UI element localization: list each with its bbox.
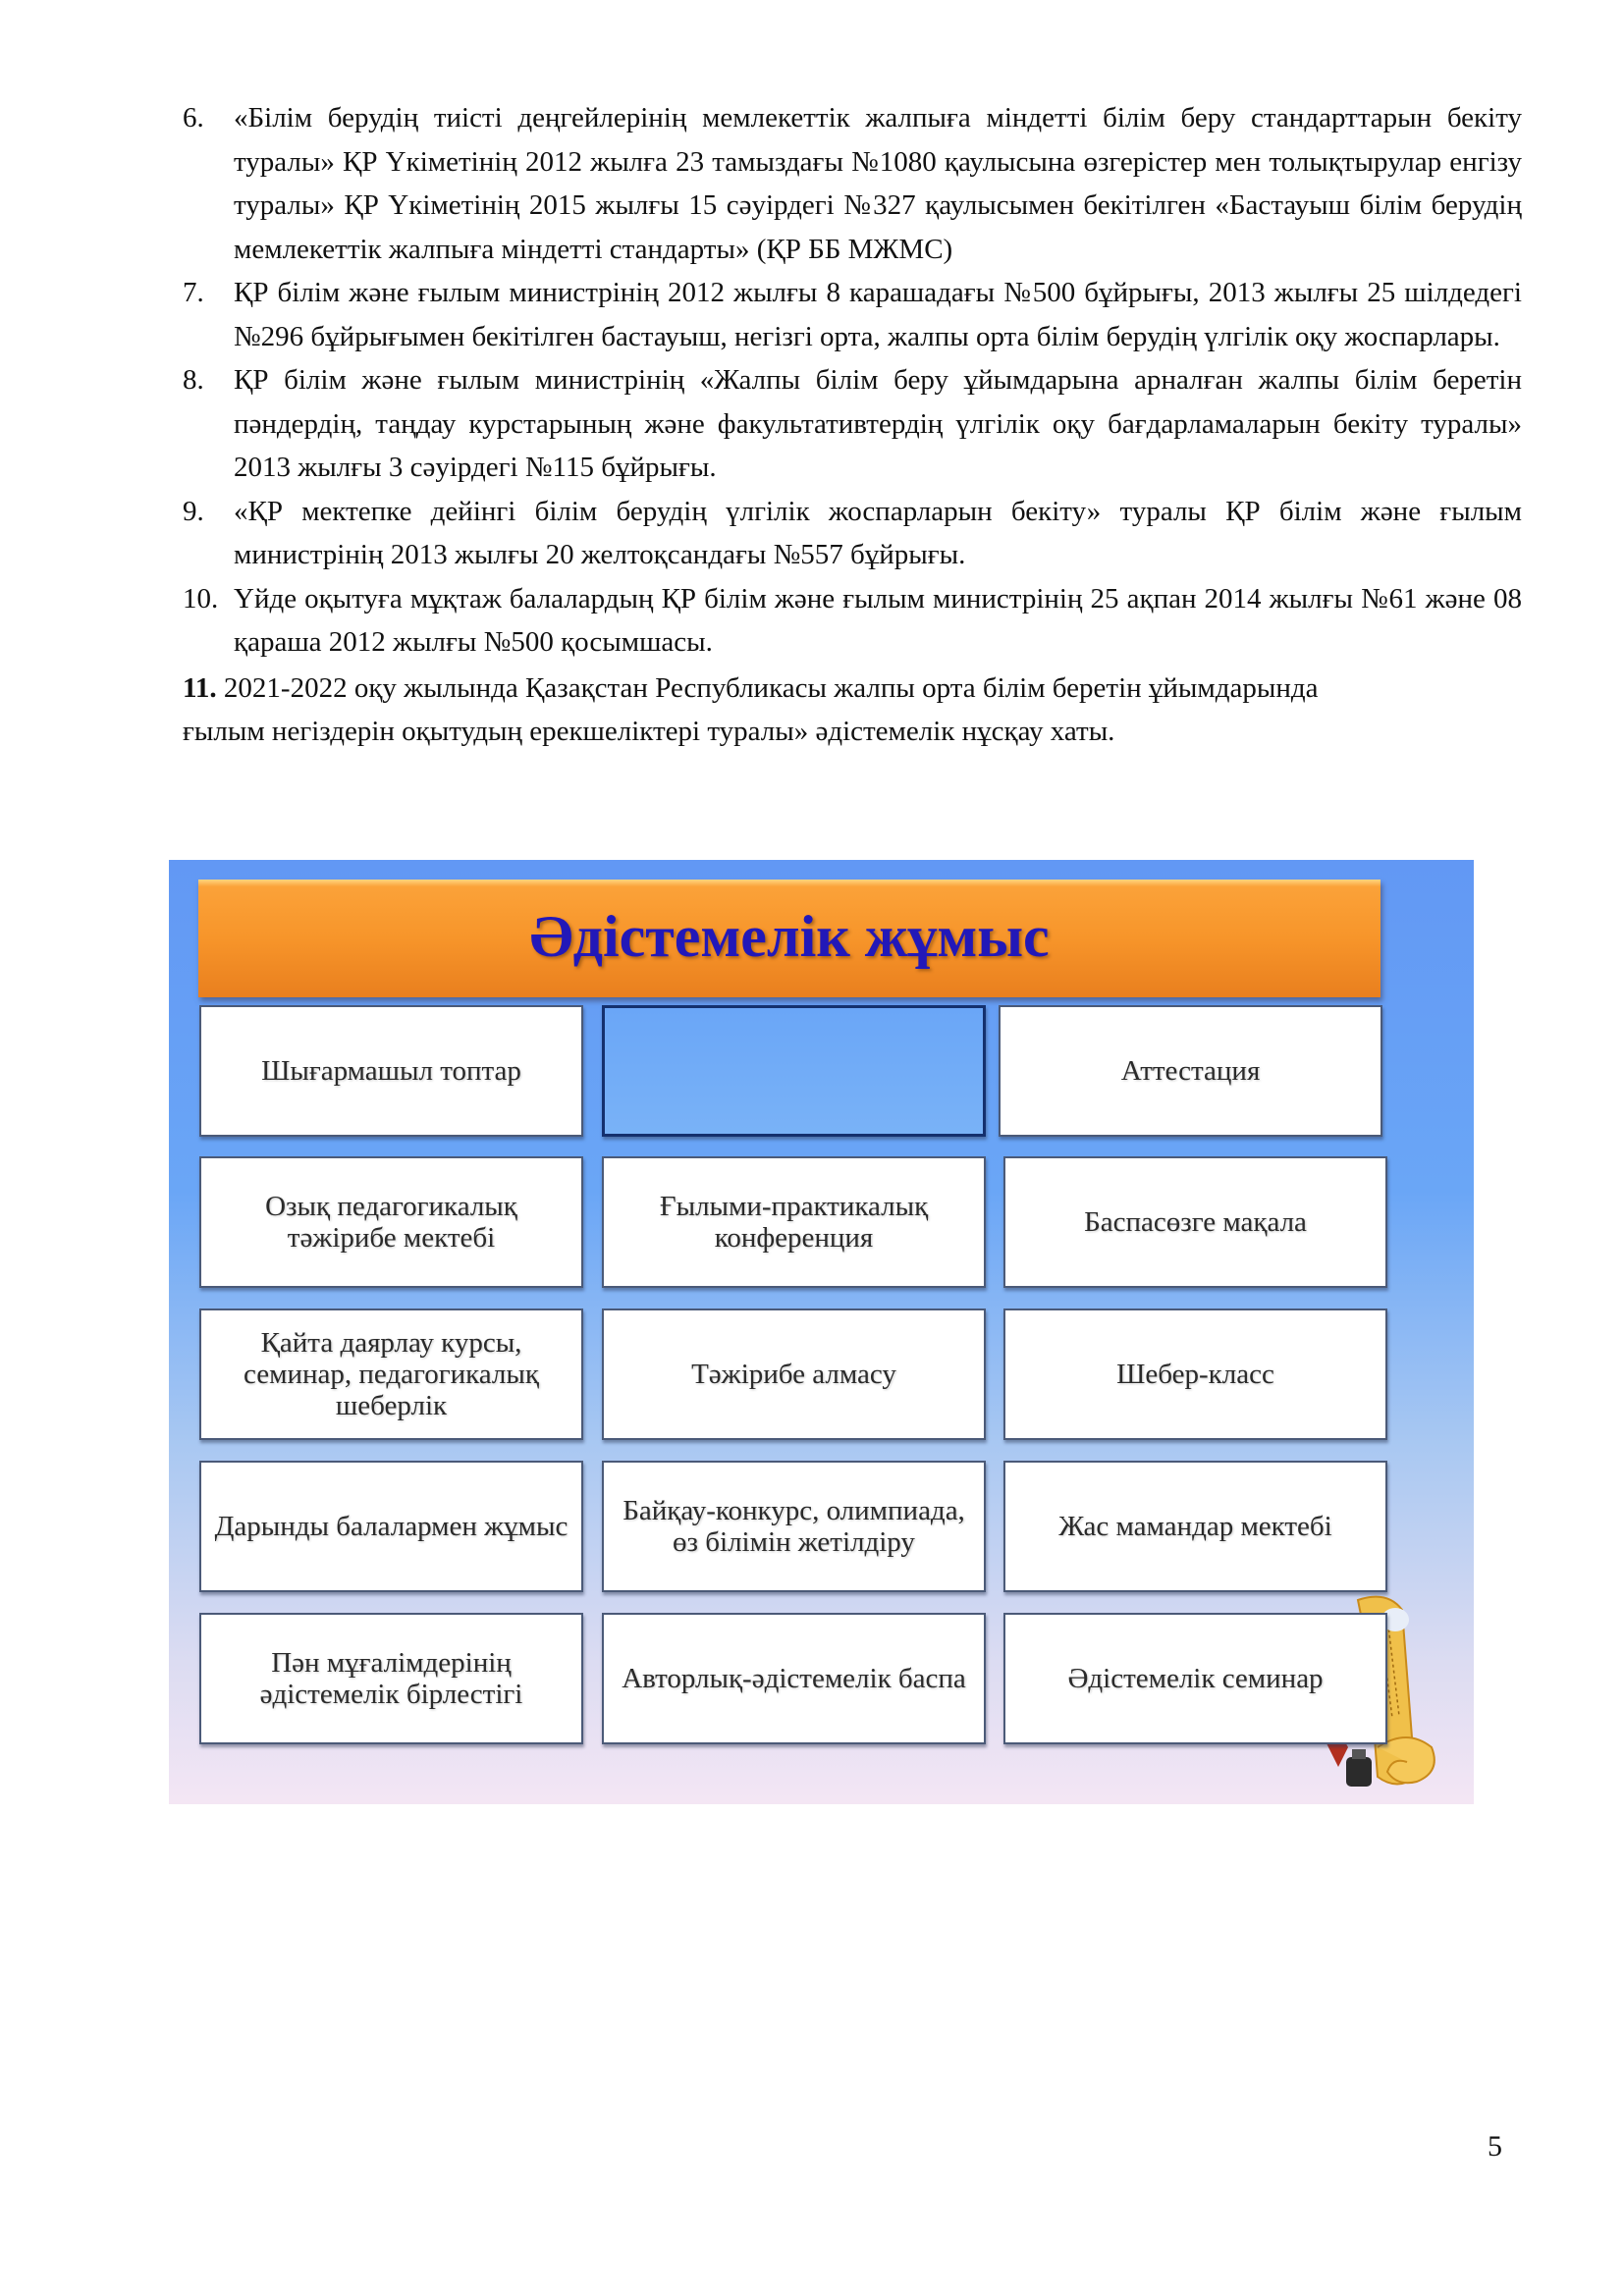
diagram-title-banner [198,880,1380,997]
methodical-work-diagram [169,860,1474,1804]
reference-list [183,96,1522,754]
item-number: 11. [183,671,217,704]
diagram-title: Әдістемелік жұмыс [529,904,1050,969]
diagram-box: Баспасөзге мақала [1003,1156,1387,1288]
diagram-box: Авторлық-әдістемелік баспа [602,1613,986,1744]
diagram-box: Байқау-конкурс, олимпиада, өз білімін жетілдіру [602,1461,986,1592]
item-text: «Білім берудің тиісті деңгейлерінің мемлекеттік жалпыға міндетті білім беру стандарттарын бекіту туралы» ҚР Үкіметінің 2012 жылға 23 тамыздағы №1080 қаулысына өзгерістер мен толықтырулар енгізу туралы» ҚР Үкіметінің 2015 жылғы 15 сәуірдегі №327 қаулысымен бекітілген «Бастауыш білім берудің мемлекеттік жалпыға міндетті стандарты» (ҚР ББ МЖМС) [234,102,1522,265]
item-text: Үйде оқытуға мұқтаж балалардың ҚР білім және ғылым министрінің 25 ақпан 2014 жылғы №61 және 08 қараша 2012 жылғы №500 қосымшасы. [234,582,1522,658]
diagram-box: Ғылыми-практикалық конференция [602,1156,986,1288]
reference-item-9 [183,490,1522,577]
item-text: ҚР білім және ғылым министрінің 2012 жылғы 8 карашадағы №500 бұйрығы, 2013 жылғы 25 шілдедегі №296 бұйрығымен бекітілген бастауыш, негізгі орта, жалпы орта білім берудің үлгілік оқу жоспарлары. [234,277,1522,352]
diagram-box-empty [602,1005,986,1137]
diagram-box: Шығармашыл топтар [199,1005,583,1137]
item-text: «ҚР мектепке дейінгі білім берудің үлгілік жоспарларын бекіту» туралы ҚР білім және ғылым министрінің 2013 жылғы 20 желтоқсандағы №557 бұйрығы. [234,495,1522,570]
diagram-box: Озық педагогикалық тәжірибе мектебі [199,1156,583,1288]
item-number: 7. [183,277,204,308]
reference-item-7 [183,271,1522,358]
diagram-box: Әдістемелік семинар [1003,1613,1387,1744]
item-text-line1: 2021-2022 оқу жылында Қазақстан Республикасы жалпы орта білім беретін ұйымдарында [223,671,1319,704]
item-number: 9. [183,495,204,527]
reference-item-10 [183,577,1522,665]
item-text: ҚР білім және ғылым министрінің «Жалпы білім беру ұйымдарына арналған жалпы білім беретін пәндердің, таңдау курстарының және факультативтердің үлгілік оқу бағдарламаларын бекіту туралы» 2013 жылғы 3 сәуірдегі №115 бұйрығы. [234,364,1522,483]
diagram-box: Шебер-класс [1003,1308,1387,1440]
diagram-box: Қайта даярлау курсы, семинар, педагогикалық шеберлік [199,1308,583,1440]
reference-item-8 [183,358,1522,490]
diagram-box: Жас мамандар мектебі [1003,1461,1387,1592]
page-number: 5 [1488,2130,1502,2163]
diagram-box: Пән мұғалімдерінің әдістемелік бірлестігі [199,1613,583,1744]
diagram-box: Аттестация [999,1005,1382,1137]
diagram-box: Дарынды балалармен жұмыс [199,1461,583,1592]
reference-item-11 [183,667,1522,754]
item-number: 6. [183,102,204,133]
reference-item-6 [183,96,1522,271]
item-number: 10. [183,582,219,614]
diagram-box: Тәжірибе алмасу [602,1308,986,1440]
item-number: 8. [183,364,204,396]
item-text-line2: ғылым негіздерін оқытудың ерекшеліктері туралы» әдістемелік нұсқау хаты. [183,716,1115,747]
